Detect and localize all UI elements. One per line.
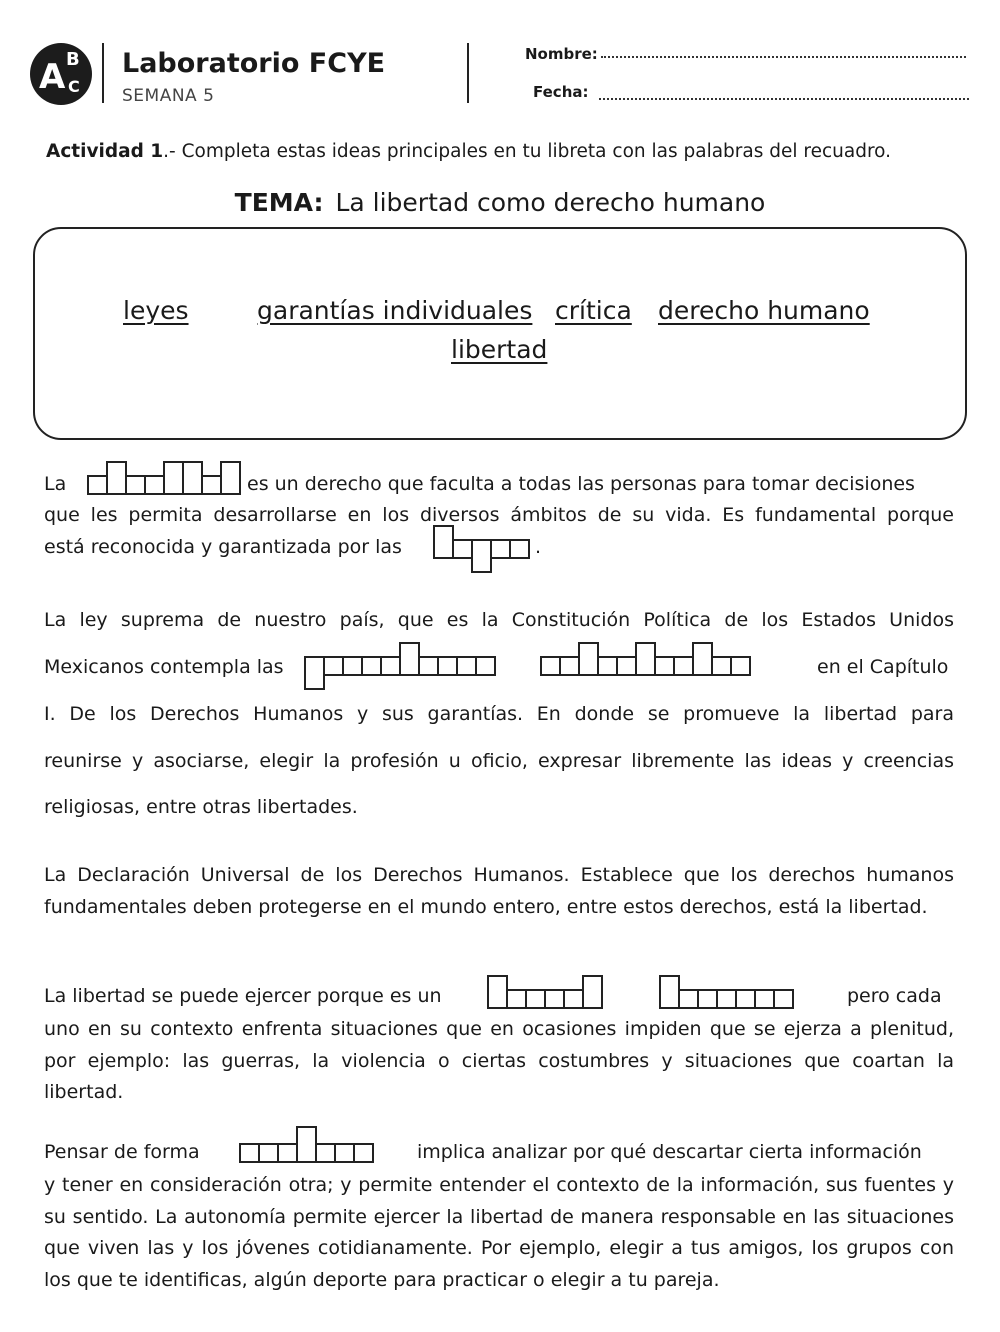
activity-text: .- Completa estas ideas principales en tu libreta con las palabras del recuadro. (163, 141, 892, 162)
p2-line-2-start: Mexicanos contempla las (44, 656, 284, 678)
answer-box-leyes[interactable] (433, 539, 528, 573)
topic-title: La libertad como derecho humano (335, 188, 766, 217)
word-bank-box (33, 227, 967, 440)
answer-box-libertad[interactable] (87, 475, 239, 495)
word-bank-item[interactable]: garantías individuales (257, 296, 533, 325)
word-bank-item[interactable]: libertad (451, 335, 548, 364)
p2-line-5: religiosas, entre otras libertades. (44, 796, 358, 818)
p4-end: pero cada (847, 985, 942, 1007)
logo-letter-c: C (68, 77, 80, 96)
p5-rest: y tener en consideración otra; y permite entender el contexto de la información, sus fuentes y su sentido. La autonomía permite ejercer la libertad de manera responsable en las situaciones que viven las y los jóvenes cotidianamente. Por ejemplo, elegir a tus amigos, los grupos con los que te identificas, algún deporte para practicar o elegir a tu pareja. (44, 1174, 954, 1291)
answer-box-derecho[interactable] (487, 989, 601, 1009)
p2-line-4: reunirse y asociarse, elegir la profesión u oficio, expresar libremente las ideas y creencias (44, 750, 954, 772)
p4-rest: uno en su contexto enfrenta situaciones que en ocasiones impiden que se ejerza a plenitud, por ejemplo: las guerras, la violencia o ciertas costumbres y situaciones que coartan la libertad. (44, 1018, 954, 1103)
topic-heading (0, 188, 1000, 217)
header-subtitle: SEMANA 5 (122, 86, 215, 106)
p2-line-3: I. De los Derechos Humanos y sus garantías. En donde se promueve la libertad para (44, 703, 954, 725)
word-bank-item[interactable]: leyes (123, 296, 189, 325)
p5-start: Pensar de forma (44, 1141, 200, 1163)
p1-start: La (44, 473, 67, 495)
answer-box-garantias[interactable] (304, 656, 494, 690)
header-divider-right (467, 43, 469, 103)
word-bank-item[interactable]: crítica (555, 296, 632, 325)
header-title: Laboratorio FCYE (122, 48, 386, 79)
p5-after-box: implica analizar por qué descartar cierta información (417, 1141, 922, 1163)
abc-logo (30, 43, 92, 105)
date-field[interactable] (599, 98, 969, 100)
p1-line-3: está reconocida y garantizada por las (44, 536, 402, 558)
p1-line-2: que les permita desarrollarse en los diversos ámbitos de su vida. Es fundamental porque (44, 504, 954, 526)
word-bank-item[interactable]: derecho humano (658, 296, 870, 325)
logo-letter-b: B (66, 49, 80, 70)
answer-box-humano[interactable] (659, 989, 792, 1009)
p2-line-2-end: en el Capítulo (817, 656, 949, 678)
answer-box-individuales[interactable] (540, 656, 749, 676)
name-label: Nombre: (525, 45, 598, 63)
activity-label: Actividad 1 (46, 141, 164, 162)
logo-letter-a: A (39, 57, 66, 97)
answer-box-critica[interactable] (239, 1143, 372, 1163)
p1-after-box: es un derecho que faculta a todas las personas para tomar decisiones (247, 473, 915, 495)
topic-label: TEMA: (234, 188, 324, 217)
p4-start: La libertad se puede ejercer porque es un (44, 985, 442, 1007)
date-label: Fecha: (533, 83, 589, 101)
header-divider-left (102, 43, 104, 103)
activity-instructions (46, 141, 891, 162)
p3-text: La Declaración Universal de los Derechos Humanos. Establece que los derechos humanos fundamentales deben protegerse en el mundo entero, entre estos derechos, está la libertad. (44, 864, 954, 918)
p2-line-1: La ley suprema de nuestro país, que es la Constitución Política de los Estados Unidos (44, 609, 954, 631)
name-field[interactable] (601, 56, 966, 58)
p1-end: . (535, 536, 542, 558)
